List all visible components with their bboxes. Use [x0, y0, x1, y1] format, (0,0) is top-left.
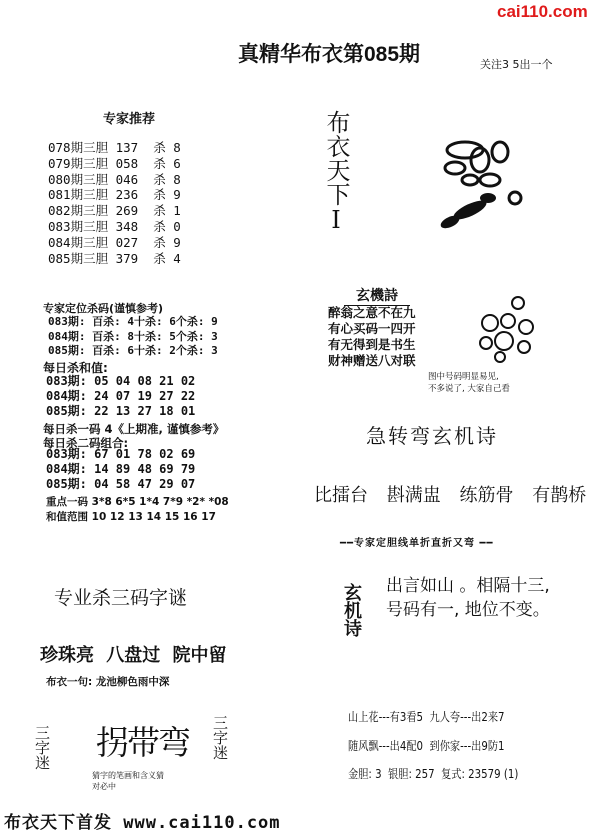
hairpin-word: 斟满盅	[386, 485, 441, 506]
position-kill-list	[48, 315, 218, 359]
list-item: 083期: 67 01 78 02 69	[46, 447, 196, 461]
xuanji-line-2: 号码有一, 地位不变。	[386, 600, 550, 620]
list-item: 078期三胆 137 杀 8	[48, 140, 181, 155]
riddle-side-label-right: 三字迷	[211, 715, 229, 760]
bottom-line-3: 金胆: 3 银胆: 257 复式: 23579 (1)	[348, 767, 519, 781]
footer: 布衣天下首发 www.cai110.com	[4, 813, 281, 833]
daily-kill-one-title: 每日杀一码 4《上期准, 谨慎参考》	[43, 422, 225, 436]
daily-sum-list	[46, 374, 195, 419]
list-item: 084期: 14 89 48 69 79	[46, 462, 196, 476]
poem-line: 有无得到是书生	[328, 337, 416, 352]
list-item: 083期: 百杀: 4十杀: 6个杀: 9	[48, 315, 218, 328]
hidden-number-picture-2	[470, 295, 540, 365]
hairpin-words	[314, 481, 596, 507]
daily-kill-two-title: 每日杀二码组合:	[43, 436, 129, 450]
poem-title: 玄機詩	[344, 285, 410, 306]
list-item: 085期: 22 13 27 18 01	[46, 404, 196, 418]
riddle-center-note: 猜字的笔画和含义猜	[92, 771, 164, 780]
expert-section-title: 专家推荐	[103, 112, 156, 127]
list-item: 079期三胆 058 杀 6	[48, 155, 181, 171]
xuanji-label: 玄机诗	[341, 583, 362, 637]
list-item: 085期: 百杀: 6十杀: 2个杀: 3	[48, 344, 218, 358]
list-item: 085期: 04 58 47 29 07	[46, 477, 196, 491]
list-item: 082期三胆 269 杀 1	[48, 203, 181, 219]
daily-sum-title: 每日杀和值:	[43, 361, 108, 375]
riddle-hint: 布衣一句: 龙池柳色雨中深	[46, 676, 170, 688]
list-item: 081期三胆 236 杀 9	[48, 187, 181, 203]
riddle-center-note-2: 对必中	[92, 782, 116, 791]
riddle-title: 专业杀三码字谜	[54, 587, 188, 609]
riddle-side-label-left: 三字迷	[33, 725, 51, 770]
hairpin-title: 急转弯玄机诗	[366, 424, 498, 448]
list-item: 084期: 百杀: 8十杀: 5个杀: 3	[48, 329, 218, 343]
xuanji-line: 出言如山 。相隔十三,	[386, 576, 550, 596]
expert-list	[48, 140, 181, 266]
riddle-words: 珍珠亮 八盘过 院中留	[40, 645, 227, 666]
poem-line: 醉翁之意不在九	[328, 305, 416, 320]
site-badge: cai110.com	[497, 2, 588, 21]
list-item: 083期: 05 04 08 21 02	[46, 374, 196, 388]
riddle-center-text: 拐带弯	[96, 723, 189, 762]
poem-line: 财神赠送八对联	[328, 353, 416, 368]
list-item: 083期三胆 348 杀 0	[48, 218, 181, 234]
hidden-number-picture	[430, 130, 530, 240]
daily-kill-two-list	[46, 447, 195, 492]
hairpin-word: 有鹊桥	[532, 485, 587, 506]
position-kill-title: 专家定位杀码(谨慎参考)	[43, 302, 164, 315]
sum-range-line: 和值范围 10 12 13 14 15 16 17	[46, 511, 216, 523]
follow-note: 关注3 5出一个	[480, 58, 553, 71]
vertical-title: 布衣天下I	[322, 110, 350, 234]
bottom-line-2: 随风飘---出4配0 到你家---出9防1	[348, 739, 505, 753]
bottom-line: 山上花---有3看5 九人夸---出2来7	[348, 710, 505, 724]
hairpin-word: 比擂台	[314, 485, 368, 506]
poem-line: 有心买码一四开	[328, 321, 416, 336]
hairpin-word: 练筋骨	[459, 485, 514, 506]
list-item: 080期三胆 046 杀 8	[48, 171, 181, 187]
list-item: 085期三胆 379 杀 4	[48, 250, 181, 266]
page-title: 真精华布衣第085期	[238, 43, 421, 66]
key-code-line: 重点一码 3*8 6*5 1*4 7*9 *2* *08	[46, 496, 229, 508]
list-item: 084期三胆 027 杀 9	[48, 234, 181, 250]
poem-lines	[328, 305, 416, 369]
list-item: 084期: 24 07 19 27 22	[46, 389, 196, 403]
ultra-line: ━━专家定胆线单折直折又弯 ━━	[340, 538, 494, 549]
picture-caption: 图中号码明显易见,	[428, 372, 499, 382]
picture-caption-2: 不多说了, 大家自己看	[428, 384, 510, 394]
